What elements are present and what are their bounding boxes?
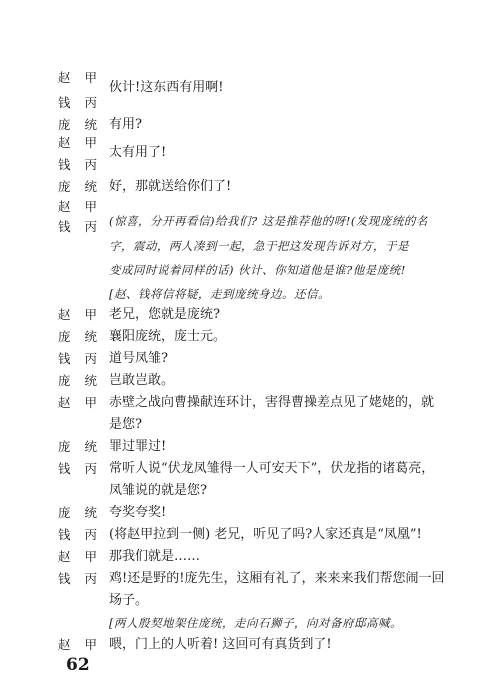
dialogue-text: 凤雏说的就是您? [109, 483, 207, 498]
speaker-label: 庞统 [58, 439, 112, 454]
dialogue-text: 那我们就是…… [109, 549, 201, 564]
dialogue-text: 道号凤雏? [109, 351, 168, 366]
stage-direction: [赵、钱将信将疑，走到庞统身边。还信。 [109, 287, 330, 301]
dialogue-text: 罪过罪过! [109, 439, 167, 454]
dialogue-text: 夸奖夸奖! [109, 505, 167, 520]
dialogue-text: 喂，门上的人听着! 这回可有真货到了! [109, 637, 332, 652]
dialogue-text: (将赵甲拉到一侧) 老兄，听见了吗?人家还真是“凤凰”! [109, 527, 422, 542]
speaker-label: 庞统 [58, 179, 112, 194]
speaker-label: 赵甲 [58, 395, 112, 410]
speaker-label: 钱丙 [58, 527, 112, 542]
dialogue-text: 赤壁之战向曹操献连环计，害得曹操差点见了姥姥的，就 [109, 395, 435, 410]
speaker-label: 庞统 [58, 505, 112, 520]
dialogue-text: 场子。 [109, 593, 149, 608]
stage-direction: 字，震动，两人凑到一起，急于把这发现告诉对方，于是 [109, 239, 409, 253]
speaker-label: 庞统 [58, 329, 112, 344]
speaker-label: 庞统 [58, 373, 112, 388]
speaker-label: 钱丙 [58, 351, 112, 366]
dialogue-text: 好，那就送给你们了! [109, 179, 232, 194]
dialogue-text: 太有用了! [109, 145, 167, 160]
dialogue-text: 老兄，您就是庞统? [109, 307, 220, 322]
page-number: 62 [66, 655, 90, 675]
dialogue-text: 常听人说“伏龙凤雏得一人可安天下”，伏龙指的诸葛亮， [109, 461, 435, 476]
stage-direction: [两人殷契地架住庞统，走向石狮子，向对备府邸高喊。 [109, 616, 402, 630]
speaker-label: 赵甲 [58, 135, 112, 150]
dialogue-text: 有用? [109, 117, 142, 132]
speaker-label: 赵甲 [58, 637, 112, 652]
speaker-label: 赵甲 [58, 549, 112, 564]
dialogue-text: 鸡!还是野的!庞先生，这厢有礼了，来来来我们帮您闹一回 [109, 571, 445, 586]
dialogue-text: 岂敢岂敢。 [109, 373, 175, 388]
speaker-label: 赵甲 [58, 307, 112, 322]
speaker-label: 赵甲 [58, 70, 112, 85]
dialogue-text: 襄阳庞统，庞士元。 [109, 329, 227, 344]
dialogue-text: 伙计!这东西有用啊! [109, 80, 224, 95]
speaker-label: 钱丙 [58, 571, 112, 586]
speaker-label: 钱丙 [58, 219, 112, 234]
dialogue-text: (惊喜，分开再看信)给我们? 这是推荐他的呀!(发现庞统的名 [109, 214, 428, 228]
speaker-label: 钱丙 [58, 461, 112, 476]
speaker-label: 钱丙 [58, 95, 112, 110]
speaker-label: 庞统 [58, 117, 112, 132]
speaker-label: 赵甲 [58, 199, 112, 214]
stage-direction: 变成同时说着同样的话) 伙计、你知道他是谁?他是庞统! [109, 263, 406, 277]
speaker-label: 钱丙 [58, 157, 112, 172]
dialogue-text: 是您? [109, 417, 142, 432]
